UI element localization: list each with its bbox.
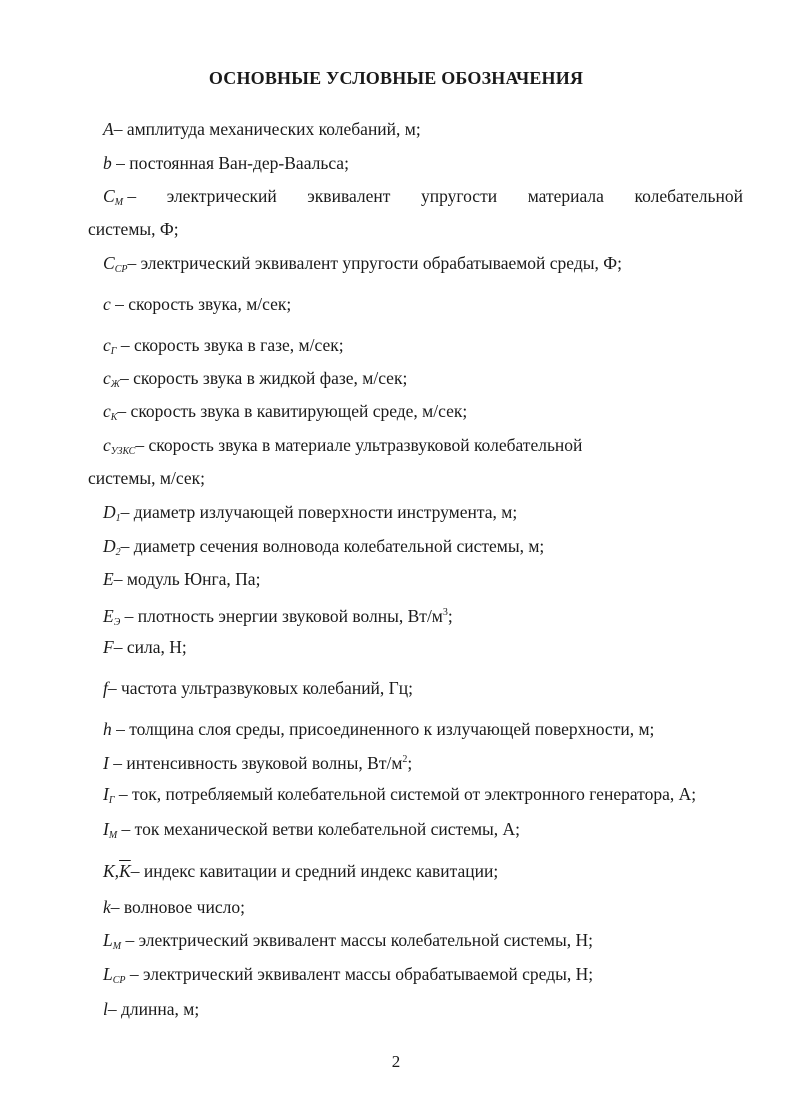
entry-mechanical-current: $I_М$ – ток механической ветви колебательной системы, А;: [103, 819, 521, 841]
entry-sound-speed: c – скорость звука, м/сек;: [103, 294, 292, 314]
entry-amplitude: A– амплитуда механических колебаний, м;: [103, 119, 421, 139]
entry-elastic-equivalent-material-cont: системы, Ф;: [88, 219, 179, 239]
entry-diameter-waveguide: $D_2-$ диаметр сечения волновода колебательной системы, м;: [103, 536, 545, 558]
entry-force: F– сила, Н;: [103, 637, 187, 657]
entry-van-der-waals: b – постоянная Ван-дер-Ваальса;: [103, 153, 349, 173]
entry-frequency: f– частота ультразвуковых колебаний, Гц;: [103, 678, 414, 698]
entry-layer-thickness: h – толщина слоя среды, присоединенного к излучающей поверхности, м;: [103, 719, 655, 739]
entry-sound-speed-ultrasonic-system: $c_{УЗКС}-$ скорость звука в материале ультразвуковой колебательной: [103, 435, 583, 457]
entry-sound-speed-liquid: $c_Ж-$ скорость звука в жидкой фазе, м/сек;: [103, 368, 408, 390]
entry-sound-speed-gas: $c_Г$ – скорость звука в газе, м/сек;: [103, 335, 344, 357]
entry-mass-equivalent-system: $L_М$ – электрический эквивалент массы колебательной системы, Н;: [103, 930, 594, 952]
entry-sound-speed-ultrasonic-system-cont: системы, м/сек;: [88, 468, 205, 488]
entry-length: l– длинна, м;: [103, 999, 200, 1019]
entry-diameter-radiating: $D_1-$ диаметр излучающей поверхности инструмента, м;: [103, 502, 518, 524]
entry-sound-speed-cavitating: $c_К-$ скорость звука в кавитирующей среде, м/сек;: [103, 401, 468, 423]
entry-generator-current: $I_Г$ – ток, потребляемый колебательной системой от электронного генератора, А;: [103, 784, 697, 806]
entry-energy-density: $E_Э$ – плотность энергии звуковой волны, $Вт/м^3$;: [103, 606, 453, 628]
entry-young-modulus: E– модуль Юнга, Па;: [103, 569, 261, 589]
entry-cavitation-index: $K,\overline{K}-$ индекс кавитации и средний индекс кавитации;: [103, 861, 499, 881]
cavitation-symbol: $K,\overline{K}$: [103, 861, 131, 881]
page-title: ОСНОВНЫЕ УСЛОВНЫЕ ОБОЗНАЧЕНИЯ: [208, 68, 584, 88]
entry-elastic-equivalent-material: $C_М$ – электрический эквивалент упругости материала колебательной: [103, 186, 743, 208]
page-number: 2: [391, 1052, 401, 1071]
entry-mass-equivalent-medium: $L_{СР}$ – электрический эквивалент массы обрабатываемой среды, Н;: [103, 964, 594, 986]
entry-intensity: I – интенсивность звуковой волны, $Вт/м^2$;: [103, 753, 413, 773]
entry-wave-number: k– волновое число;: [103, 897, 245, 917]
entry-elastic-equivalent-medium: $C_{СР}-$ электрический эквивалент упругости обрабатываемой среды, Ф;: [103, 253, 622, 275]
